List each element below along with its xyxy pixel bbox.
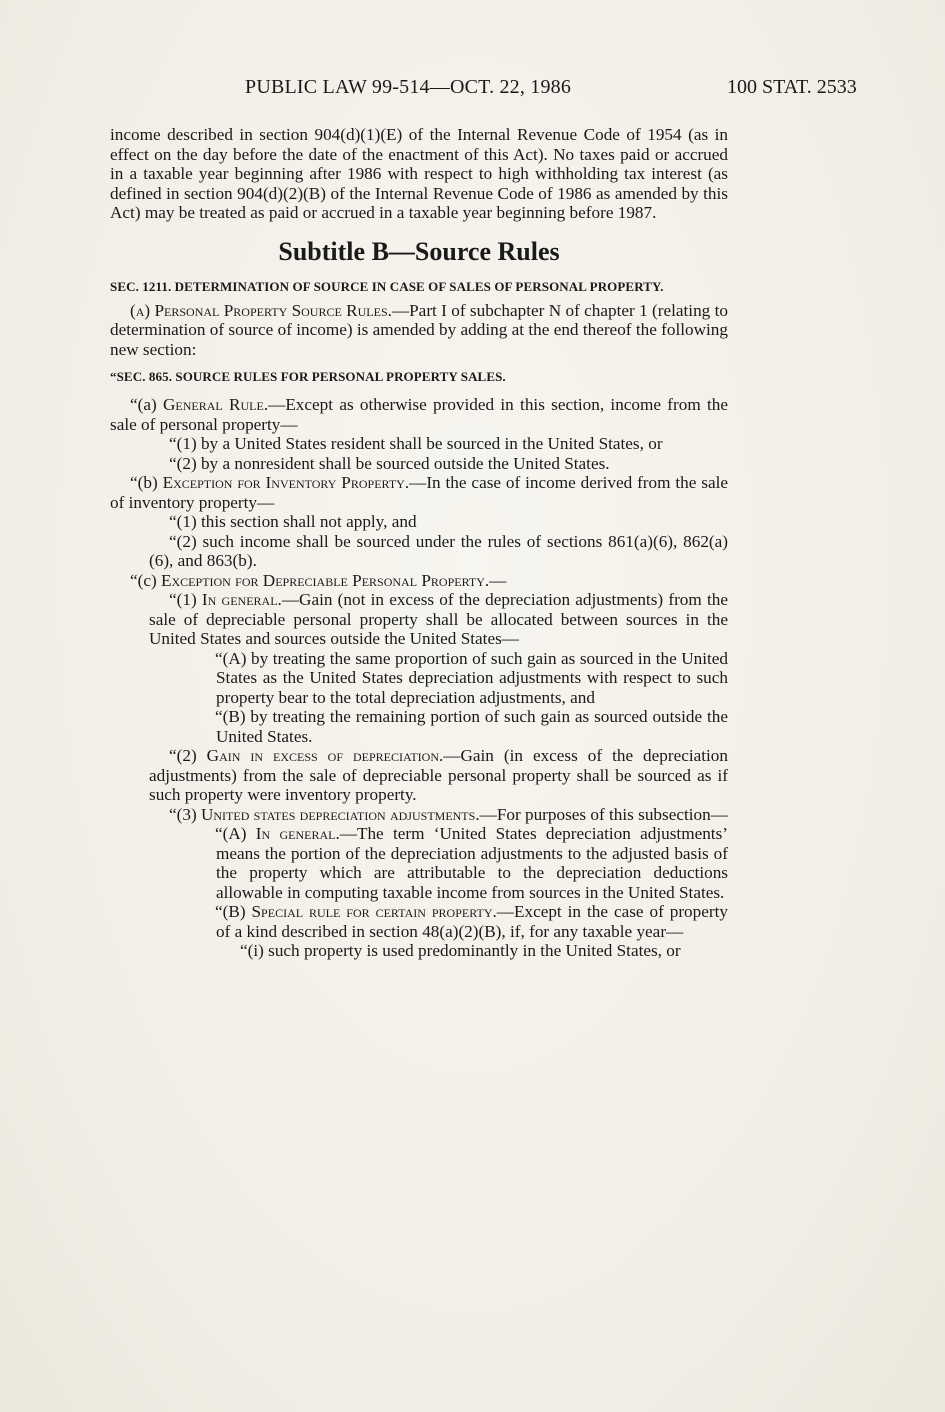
c3A-text: —The term ‘United States depreciation adjustments’ means the portion of the depreciation adjustments to the adjusted basis of the property which are attributable to the depreciation deductions allowable in computing taxable income from sources in the United States.: [216, 824, 728, 902]
exception-c-prefix: “(c): [130, 570, 162, 590]
general-rule-a: [110, 395, 728, 434]
c3A-heading: In general.: [255, 824, 340, 843]
c3A-prefix: “(A): [215, 824, 256, 843]
exception-c-heading: Exception for Depreciable Personal Property.: [161, 570, 490, 590]
subsection-a-text: —Part I of subchapter N of chapter 1 (relating to determination of source of income) is amended by adding at the end thereof the following new section:: [110, 300, 728, 359]
section-865-heading: “SEC. 865. SOURCE RULES FOR PERSONAL PROPERTY SALES.: [110, 369, 506, 384]
c3B-heading: Special rule for certain property.: [251, 902, 497, 921]
c2-prefix: “(2): [169, 746, 207, 765]
c1-text: —Gain (not in excess of the depreciation adjustments) from the sale of depreciable personal property shall be allocated between sources in the United States and sources outside the United States—: [149, 590, 728, 648]
carryover-paragraph: income described in section 904(d)(1)(E) of the Internal Revenue Code of 1954 (as in effect on the day before the date of the enactment of this Act). No taxes paid or accrued in a taxable year beginning after 1986 with respect to high withholding tax interest (as defined in section 904(d)(2)(B) of the Internal Revenue Code of 1986 as amended by this Act) may be treated as paid or accrued in a taxable year beginning before 1987.: [110, 125, 728, 222]
exception-b-text: —In the case of income derived from the sale of inventory property—: [110, 473, 729, 512]
c1-subitem-B: [110, 707, 728, 746]
c1-heading: In general.: [201, 590, 282, 609]
general-rule-heading: General Rule.: [163, 395, 269, 414]
exception-b-heading: Exception for Inventory Property.: [162, 473, 410, 492]
c3-text: —For purposes of this subsection—: [479, 804, 728, 824]
c1-prefix: “(1): [169, 590, 202, 609]
general-rule-text: —Except as otherwise provided in this section, income from the sale of personal property—: [110, 395, 729, 434]
c3B-clause-i: “(i) such property is used predominantly in the United States, or: [240, 941, 681, 960]
c3B-prefix: “(B): [215, 902, 252, 921]
general-rule-a-prefix: “(a): [130, 395, 163, 414]
exception-b-item-2: “(2) such income shall be sourced under the rules of sections 861(a)(6), 862(a)(6), and 863(b).: [149, 531, 728, 570]
exception-c: [110, 571, 728, 591]
body-text: [110, 125, 728, 961]
statute-page-number: 100 STAT. 2533: [727, 76, 857, 98]
section-1211-heading: SEC. 1211. DETERMINATION OF SOURCE IN CASE OF SALES OF PERSONAL PROPERTY.: [110, 278, 664, 294]
running-header-title: PUBLIC LAW 99-514—OCT. 22, 1986: [245, 76, 572, 98]
exception-c-item-3: [110, 805, 728, 825]
exception-b-prefix: “(b): [130, 473, 163, 492]
general-rule-item-1: “(1) by a United States resident shall be sourced in the United States, or: [169, 434, 663, 453]
c2-heading: Gain in excess of depreciation.: [206, 746, 444, 765]
c2-text: —Gain (in excess of the depreciation adjustments) from the sale of depreciable personal property shall be sourced as if such property were inventory property.: [149, 746, 728, 804]
c3-subitem-B: [110, 902, 728, 941]
exception-c-item-2: [110, 746, 728, 805]
c1-subitem-B-text: “(B) by treating the remaining portion of such gain as sourced outside the United States.: [215, 707, 728, 746]
c1-subitem-A-text: “(A) by treating the same proportion of such gain as sourced in the United States as the United States depreciation adjustments with respect to such property bear to the total depreciation adjustments, and: [215, 648, 728, 707]
exception-b: [110, 473, 728, 512]
exception-c-item-1: [110, 590, 728, 649]
subsection-a: [110, 301, 728, 360]
subtitle-heading: Subtitle B—Source Rules: [278, 236, 560, 266]
c3-heading: United states depreciation adjustments.: [200, 804, 480, 824]
exception-b-item-1: “(1) this section shall not apply, and: [169, 512, 417, 531]
c3-prefix: “(3): [169, 804, 201, 824]
c3-subitem-A: [110, 824, 728, 902]
c1-subitem-A: [110, 649, 728, 708]
exception-c-text: —: [489, 570, 507, 590]
c3B-text: —Except in the case of property of a kind described in section 48(a)(2)(B), if, for any taxable year—: [216, 902, 728, 941]
subsection-a-heading: (a) Personal Property Source Rules.: [130, 300, 392, 320]
general-rule-item-2: “(2) by a nonresident shall be sourced outside the United States.: [169, 453, 610, 473]
